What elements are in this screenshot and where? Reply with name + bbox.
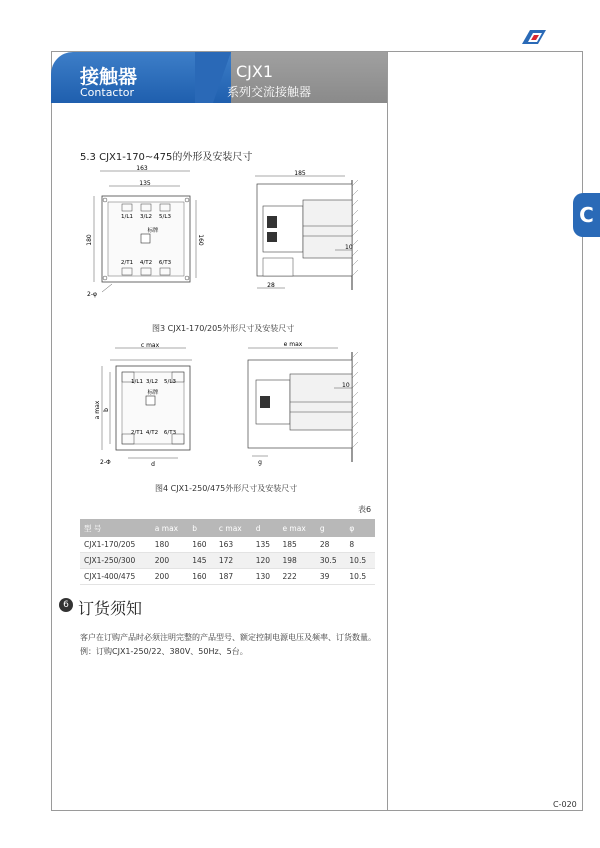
terminal-bottom-1: 2/T1 [120, 260, 134, 266]
dim-g: g [258, 459, 262, 466]
table-cell: 198 [278, 553, 315, 569]
dim-e-max: e max [283, 341, 303, 348]
dim-a-max: a max [94, 400, 101, 420]
figure4-front-view [80, 338, 200, 470]
f4-terminal-top-1: 1/L1 [131, 379, 143, 385]
figure3-side-view [245, 166, 375, 296]
order-title: 订货须知 [78, 599, 143, 618]
dim-b: b [103, 408, 110, 412]
section-title: 5.3 CJX1-170~475的外形及安装尺寸 [80, 152, 253, 163]
page-number: C-020 [553, 800, 577, 809]
col-header: c max [215, 519, 252, 537]
col-header: e max [278, 519, 315, 537]
table-cell: CJX1-250/300 [80, 553, 151, 569]
label-plate: 标牌 [147, 228, 159, 234]
table-cell: 200 [151, 553, 188, 569]
dim-163: 163 [136, 165, 148, 172]
order-line-2: 例：订购CJX1-250/22、380V、50Hz、5台。 [80, 647, 248, 656]
table-cell: 28 [316, 537, 346, 553]
dim-28: 28 [267, 282, 275, 289]
col-header: φ [345, 519, 375, 537]
table-cell: 222 [278, 569, 315, 585]
table-header-row [80, 519, 375, 537]
f4-terminal-bottom-2: 4/T2 [145, 430, 159, 436]
table-cell: 160 [188, 569, 215, 585]
column-divider [387, 51, 388, 811]
table-cell: 8 [345, 537, 375, 553]
f4-terminal-top-3: 5/L3 [164, 379, 176, 385]
category-title: 接触器 [80, 66, 138, 88]
figure3-caption: 图3 CJX1-170/205外形尺寸及安装尺寸 [152, 324, 295, 333]
figure4-side-view [238, 338, 375, 468]
dim-d: d [151, 461, 155, 468]
table-cell: 130 [252, 569, 279, 585]
table-row [80, 553, 375, 569]
terminal-top-1: 1/L1 [121, 214, 133, 220]
table-cell: 187 [215, 569, 252, 585]
col-header: a max [151, 519, 188, 537]
category-subtitle: Contactor [80, 86, 135, 99]
terminal-top-3: 5/L3 [159, 214, 171, 220]
order-line-1: 客户在订购产品时必须注明完整的产品型号、额定控制电源电压及频率、订货数量。 [80, 633, 376, 642]
f4-terminal-top-2: 3/L2 [146, 379, 158, 385]
section-number-icon: 6 [59, 598, 73, 612]
table-cell: CJX1-400/475 [80, 569, 151, 585]
f4-terminal-bottom-3: 6/T3 [163, 430, 177, 436]
series-subtitle: 系列交流接触器 [227, 85, 312, 99]
table-cell: 120 [252, 553, 279, 569]
dim-135: 135 [139, 180, 151, 187]
f4-terminal-bottom-1: 2/T1 [130, 430, 144, 436]
dim-c-max: c max [140, 342, 160, 349]
terminal-top-2: 3/L2 [140, 214, 152, 220]
table-cell: 135 [252, 537, 279, 553]
table-cell: 30.5 [316, 553, 346, 569]
brand-logo [520, 28, 550, 46]
table-label: 表6 [358, 505, 372, 514]
section-tab-c[interactable]: C [573, 193, 600, 237]
dim-160: 160 [197, 234, 204, 246]
figure3-front-view [80, 160, 204, 300]
table-row [80, 569, 375, 585]
dimension-table [80, 519, 375, 585]
order-text [80, 631, 380, 659]
dim-185: 185 [294, 170, 306, 177]
figure4-caption: 图4 CJX1-250/475外形尺寸及安装尺寸 [155, 484, 298, 493]
table-cell: 10.5 [345, 553, 375, 569]
f4-dim-rail-10: 10 [342, 382, 350, 389]
dim-rail-10: 10 [345, 244, 353, 251]
table-cell: 200 [151, 569, 188, 585]
table-row [80, 537, 375, 553]
col-header: 型 号 [80, 519, 151, 537]
f4-label-plate: 标牌 [147, 390, 159, 396]
table-cell: 160 [188, 537, 215, 553]
table-cell: 180 [151, 537, 188, 553]
dim-180: 180 [86, 234, 93, 246]
col-header: b [188, 519, 215, 537]
col-header: g [316, 519, 346, 537]
table-cell: CJX1-170/205 [80, 537, 151, 553]
table-cell: 39 [316, 569, 346, 585]
model-title: CJX1 [236, 62, 274, 81]
table-cell: 172 [215, 553, 252, 569]
table-cell: 185 [278, 537, 315, 553]
f4-dim-hole: 2-Φ [100, 459, 111, 466]
table-cell: 10.5 [345, 569, 375, 585]
terminal-bottom-2: 4/T2 [139, 260, 153, 266]
terminal-bottom-3: 6/T3 [158, 260, 172, 266]
col-header: d [252, 519, 279, 537]
dim-hole: 2-φ [87, 291, 97, 298]
table-cell: 145 [188, 553, 215, 569]
table-cell: 163 [215, 537, 252, 553]
